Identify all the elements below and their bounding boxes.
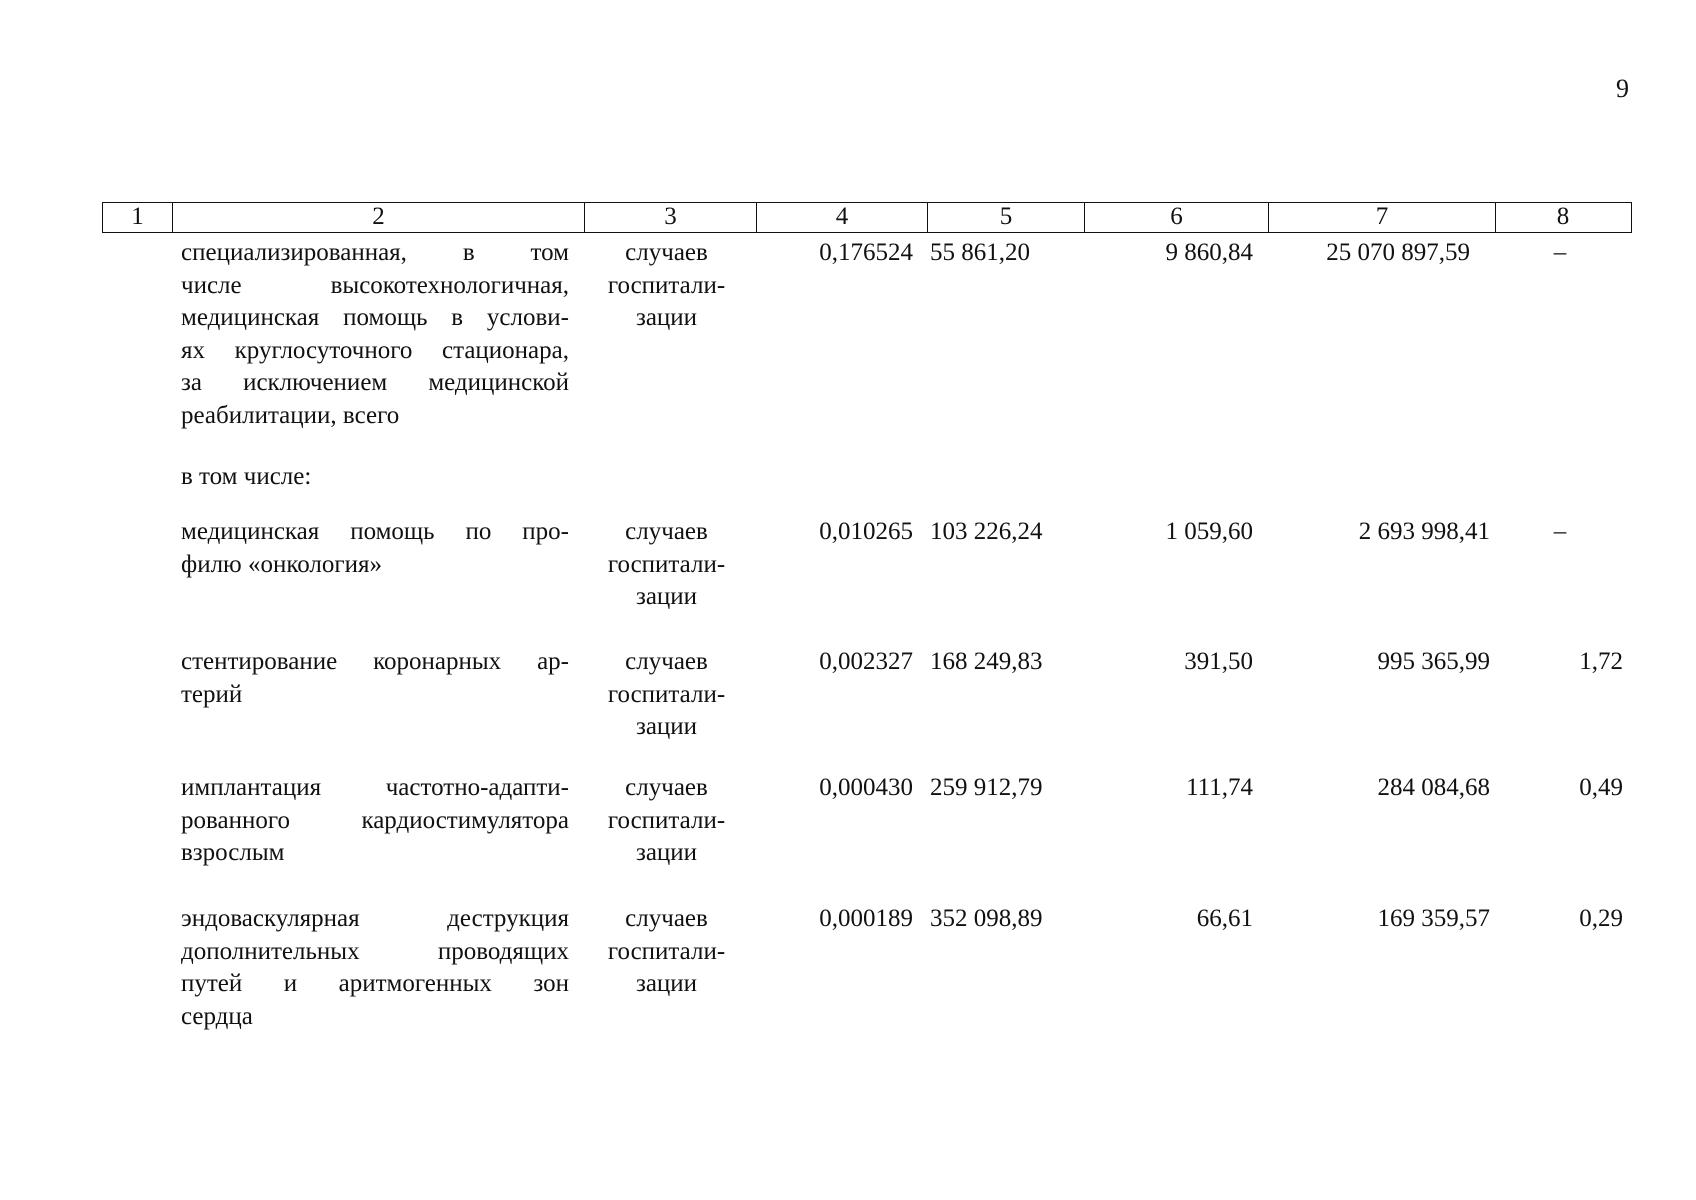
row-col-4: 0,002327 bbox=[819, 648, 913, 675]
row-unit-line: госпитали- bbox=[607, 271, 726, 299]
row-name-line: сердца bbox=[181, 1002, 253, 1030]
row-col-4: 0,000189 bbox=[819, 905, 913, 932]
row-col-5: 352 098,89 bbox=[930, 905, 1043, 932]
row-col-6: 9 860,84 bbox=[1165, 239, 1253, 266]
row-col-4: 0,176524 bbox=[819, 239, 913, 266]
row-name-line: эндоваскулярная деструкция bbox=[181, 905, 569, 932]
row-name-line: стентирование коронарных ар- bbox=[181, 648, 569, 675]
row-name-line: филю «онкология» bbox=[181, 550, 383, 578]
header-col-4: 4 bbox=[756, 203, 927, 232]
row-name bbox=[181, 237, 569, 432]
row-name-line: взрослым bbox=[181, 839, 285, 866]
row-unit-line: зации bbox=[635, 583, 698, 610]
row-col-5: 103 226,24 bbox=[930, 518, 1043, 545]
row-unit bbox=[588, 237, 745, 335]
row-unit-line: госпитали- bbox=[607, 680, 726, 708]
row-unit bbox=[588, 646, 745, 744]
row-unit-line: случаев bbox=[625, 648, 708, 675]
row-col-7: 25 070 897,59 bbox=[1326, 239, 1470, 266]
row-name-line: медицинская помощь в услови- bbox=[181, 304, 569, 331]
row-name-line: специализированная, в том bbox=[181, 239, 569, 266]
row-col-6: 66,61 bbox=[1196, 905, 1253, 932]
row-col-7: 995 365,99 bbox=[1377, 648, 1490, 675]
header-col-1: 1 bbox=[131, 203, 144, 230]
row-col-6: 391,50 bbox=[1184, 648, 1253, 675]
row-name-line: за исключением медицинской bbox=[181, 369, 569, 396]
row-col-8: – bbox=[1553, 518, 1567, 545]
row-name-line: реабилитации, всего bbox=[181, 401, 400, 429]
header-col-6: 6 bbox=[1084, 203, 1268, 232]
row-unit-line: госпитали- bbox=[607, 550, 726, 578]
row-col-5: 55 861,20 bbox=[930, 239, 1030, 266]
row-unit bbox=[588, 516, 745, 614]
row-unit-line: зации bbox=[635, 839, 698, 866]
header-col-2: 2 bbox=[172, 203, 584, 232]
row-name-line: числе высокотехнологичная, bbox=[181, 271, 569, 299]
subheading: в том числе: bbox=[181, 463, 312, 490]
row-col-8: 0,49 bbox=[1579, 774, 1623, 801]
table-header-row bbox=[102, 202, 1632, 233]
row-col-7: 284 084,68 bbox=[1377, 774, 1490, 801]
row-name-line: имплантация частотно-адапти- bbox=[181, 774, 569, 801]
row-unit-line: случаев bbox=[625, 774, 708, 801]
row-unit-line: зации bbox=[635, 304, 698, 331]
row-col-4: 0,000430 bbox=[819, 774, 913, 801]
row-col-5: 259 912,79 bbox=[930, 774, 1043, 801]
row-col-7: 2 693 998,41 bbox=[1358, 518, 1490, 545]
row-name-line: ях круглосуточного стационара, bbox=[181, 336, 569, 364]
row-col-8: 0,29 bbox=[1579, 905, 1623, 932]
row-unit-line: госпитали- bbox=[607, 806, 726, 834]
row-unit-line: госпитали- bbox=[607, 937, 726, 965]
row-col-5: 168 249,83 bbox=[930, 648, 1043, 675]
row-name-line: рованного кардиостимулятора bbox=[181, 806, 569, 834]
row-unit-line: зации bbox=[635, 970, 698, 997]
row-unit-line: случаев bbox=[625, 239, 708, 266]
header-col-3: 3 bbox=[584, 203, 756, 232]
header-col-7: 7 bbox=[1268, 203, 1495, 232]
row-name bbox=[181, 903, 569, 1033]
row-name-line: дополнительных проводящих bbox=[181, 937, 569, 965]
header-col-5: 5 bbox=[927, 203, 1084, 232]
page-number: 9 bbox=[1616, 74, 1629, 103]
row-col-6: 111,74 bbox=[1186, 774, 1253, 801]
row-unit bbox=[588, 772, 745, 870]
row-name-line: путей и аритмогенных зон bbox=[181, 970, 569, 997]
row-unit-line: случаев bbox=[625, 518, 708, 545]
row-name-line: терий bbox=[181, 680, 243, 708]
row-unit bbox=[588, 903, 745, 1001]
row-col-4: 0,010265 bbox=[819, 518, 913, 545]
row-col-8: – bbox=[1553, 239, 1567, 266]
row-col-8: 1,72 bbox=[1579, 648, 1623, 675]
row-col-6: 1 059,60 bbox=[1165, 518, 1253, 545]
row-unit-line: зации bbox=[635, 713, 698, 740]
row-name bbox=[181, 516, 569, 581]
row-name bbox=[181, 646, 569, 711]
row-unit-line: случаев bbox=[625, 905, 708, 932]
row-col-7: 169 359,57 bbox=[1377, 905, 1490, 932]
header-col-8: 8 bbox=[1495, 203, 1630, 232]
row-name bbox=[181, 772, 569, 870]
row-name-line: медицинская помощь по про- bbox=[181, 518, 569, 545]
